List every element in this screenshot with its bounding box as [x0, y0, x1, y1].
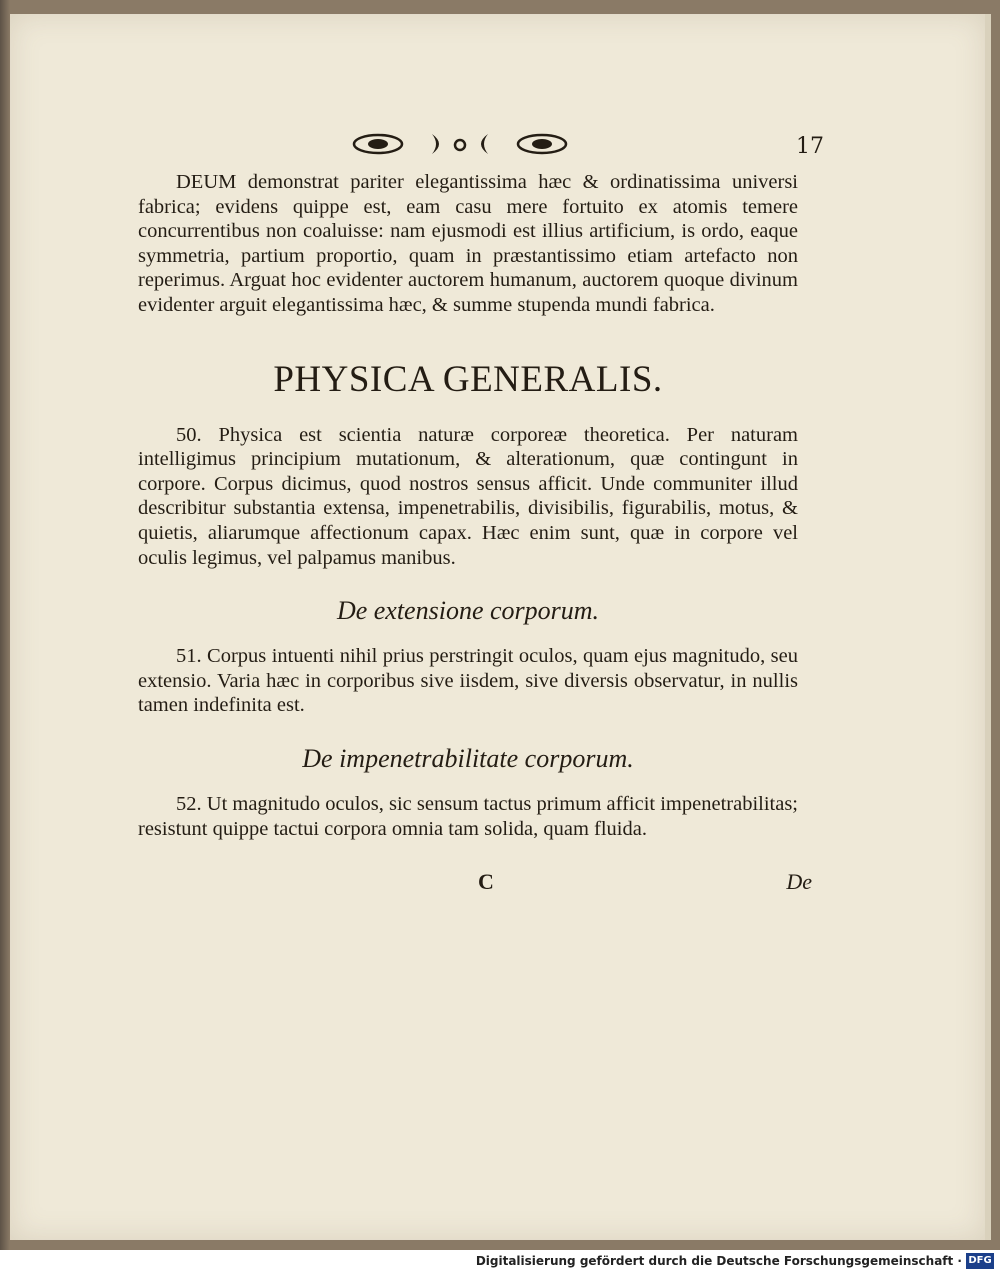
paragraph-51: 51. Corpus intuenti nihil prius perstringit oculos, quam ejus magnitudo, seu extensio. Varia hæc in corporibus sive iisdem, sive diversis observatur, in nullis tamen indefinita est. — [138, 645, 798, 717]
page-header — [138, 124, 824, 170]
page-footer — [138, 869, 812, 899]
subheading-impenetrability: De impenetrabilitate corporum. — [302, 743, 634, 773]
book-page — [10, 14, 991, 1240]
credit-bar — [0, 1250, 1000, 1274]
signature-mark: C — [478, 869, 494, 895]
section-title: PHYSICA GENERALIS. — [273, 358, 663, 400]
subheading-extension: De extensione corporum. — [336, 596, 600, 626]
page-number: 17 — [796, 134, 824, 159]
binding-shadow — [0, 0, 10, 1250]
printers-ornament-icon — [350, 132, 570, 156]
funding-credit: Digitalisierung gefördert durch die Deutsche Forschungsgemeinschaft · — [475, 1254, 962, 1268]
dfg-logo-icon: DFG — [966, 1253, 994, 1269]
catchword: De — [786, 869, 812, 895]
paragraph-universe-design: DEUM demonstrat pariter elegantissima hæc & ordinatissima universi fabrica; evidens quippe est, eam casu mere fortuito ex atomis temere concurrentibus non coaluisse: nam ejusmodi est illius artificium, is ordo, eaque symmetria, partium proportio, quam in præstantissimo etiam artefacto non reperimus. Arguat hoc evidenter auctorem humanum, auctorem quoque divinum evidenter arguit elegantissima hæc, & summe stupenda mundi fabrica. — [138, 171, 798, 316]
paragraph-52: 52. Ut magnitudo oculos, sic sensum tactus primum afficit impenetrabilitas; resistunt quippe tactui corpora omnia tam solida, quam fluida. — [138, 792, 798, 840]
page-content — [138, 124, 824, 899]
paragraph-50: 50. Physica est scientia naturæ corporeæ theoretica. Per naturam intelligimus principium mutationum, & alterationum, quæ contingunt in corpore. Corpus dicimus, quod nostros sensus afficit. Unde communiter illud describitur substantia extensa, impenetrabilis, divisibilis, figurabilis, motus, & quietis, aliarumque affectionum capax. Hæc enim sunt, quæ in corpore vel oculis legimus, vel palpamus manibus. — [138, 423, 798, 569]
